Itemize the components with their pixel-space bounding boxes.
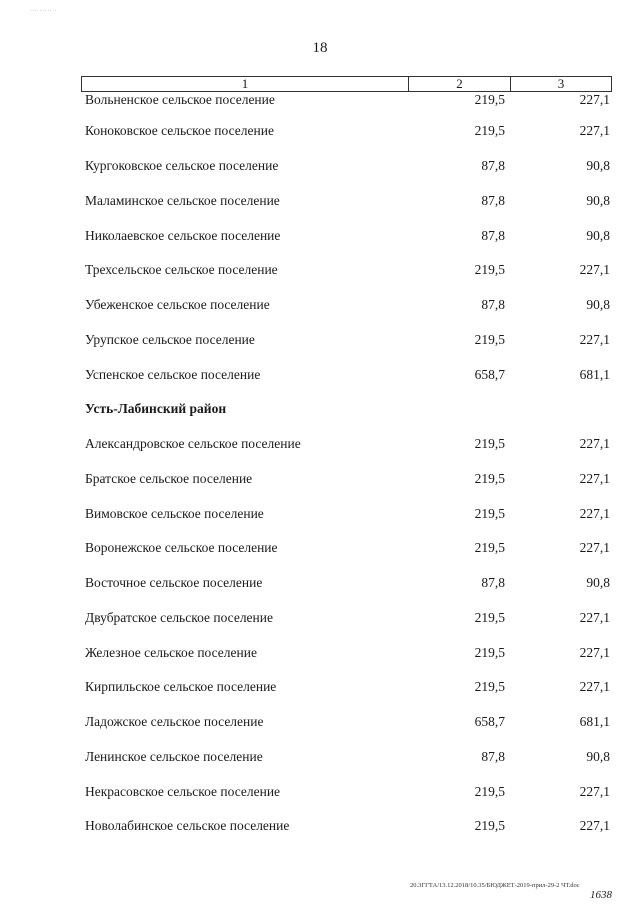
column-2-value: 219,5 xyxy=(474,818,505,834)
settlement-name: Успенское сельское поселение xyxy=(85,366,261,382)
settlement-name: Вимовское сельское поселение xyxy=(85,505,264,521)
column-2-value: 87,8 xyxy=(481,575,505,591)
table-row xyxy=(81,809,612,844)
table-row xyxy=(81,531,612,566)
settlement-name: Некрасовское сельское поселение xyxy=(85,783,281,799)
settlement-name: Александровское сельское поселение xyxy=(85,436,301,452)
district-name: Усть-Лабинский район xyxy=(85,401,227,417)
column-3-value: 90,8 xyxy=(586,158,610,174)
column-3-value: 227,1 xyxy=(579,818,610,834)
table-row xyxy=(81,114,612,149)
column-2-value: 219,5 xyxy=(474,331,505,347)
column-header-2: 2 xyxy=(409,77,511,91)
table-row xyxy=(81,218,612,253)
settlement-name: Коноковское сельское поселение xyxy=(85,123,274,139)
column-3-value: 227,1 xyxy=(579,92,610,107)
table-row xyxy=(81,427,612,462)
column-3-value: 681,1 xyxy=(579,366,610,382)
column-2-value: 87,8 xyxy=(481,227,505,243)
table-row xyxy=(81,92,612,114)
column-3-value: 227,1 xyxy=(579,783,610,799)
column-2-value: 87,8 xyxy=(481,297,505,313)
column-3-value: 227,1 xyxy=(579,470,610,486)
table-row xyxy=(81,670,612,705)
column-3-value: 90,8 xyxy=(586,297,610,313)
table-header-row xyxy=(81,76,612,92)
table-row xyxy=(81,601,612,636)
column-3-value: 227,1 xyxy=(579,540,610,556)
settlement-name: Николаевское сельское поселение xyxy=(85,227,281,243)
settlement-name: Маламинское сельское поселение xyxy=(85,192,280,208)
table-row xyxy=(81,323,612,358)
column-2-value: 219,5 xyxy=(474,262,505,278)
settlement-name: Ладожское сельское поселение xyxy=(85,714,264,730)
sheet-stamp-number: 1638 xyxy=(590,889,612,901)
column-3-value: 227,1 xyxy=(579,505,610,521)
settlement-name: Новолабинское сельское поселение xyxy=(85,818,290,834)
column-3-value: 227,1 xyxy=(579,123,610,139)
table-row xyxy=(81,462,612,497)
column-2-value: 219,5 xyxy=(474,609,505,625)
column-2-value: 219,5 xyxy=(474,470,505,486)
table-row xyxy=(81,740,612,775)
table-row xyxy=(81,253,612,288)
table-row xyxy=(81,566,612,601)
column-2-value: 87,8 xyxy=(481,192,505,208)
table-row xyxy=(81,774,612,809)
column-2-value: 219,5 xyxy=(474,123,505,139)
column-3-value: 227,1 xyxy=(579,679,610,695)
column-2-value: 219,5 xyxy=(474,783,505,799)
column-2-value: 219,5 xyxy=(474,644,505,660)
scan-marks: ... ..... . xyxy=(30,7,58,13)
column-3-value: 227,1 xyxy=(579,609,610,625)
settlement-name: Воронежское сельское поселение xyxy=(85,540,278,556)
settlement-name: Вольненское сельское поселение xyxy=(85,92,275,107)
table-row xyxy=(81,357,612,392)
settlement-name: Убеженское сельское поселение xyxy=(85,297,270,313)
column-2-value: 219,5 xyxy=(474,540,505,556)
table-row xyxy=(81,288,612,323)
column-2-value: 658,7 xyxy=(474,714,505,730)
settlement-name: Двубратское сельское поселение xyxy=(85,609,273,625)
settlement-name: Ленинское сельское поселение xyxy=(85,748,263,764)
column-2-value: 219,5 xyxy=(474,679,505,695)
document-file-code: 20.3ГГТА/13.12.2018/10.35/БЮДЖЕТ-2019-прил-29-2 ЧТ.doc xyxy=(410,882,580,889)
column-2-value: 87,8 xyxy=(481,748,505,764)
settlement-name: Железное сельское поселение xyxy=(85,644,257,660)
column-3-value: 681,1 xyxy=(579,714,610,730)
column-3-value: 90,8 xyxy=(586,227,610,243)
table-row xyxy=(81,149,612,184)
settlement-name: Кургоковское сельское поселение xyxy=(85,158,279,174)
settlement-name: Восточное сельское поселение xyxy=(85,575,263,591)
settlement-name: Трехсельское сельское поселение xyxy=(85,262,278,278)
district-heading-row xyxy=(81,392,612,427)
column-2-value: 87,8 xyxy=(481,158,505,174)
table-row xyxy=(81,496,612,531)
column-3-value: 227,1 xyxy=(579,436,610,452)
column-3-value: 227,1 xyxy=(579,262,610,278)
settlement-name: Братское сельское поселение xyxy=(85,470,253,486)
table-body xyxy=(81,92,612,844)
column-2-value: 219,5 xyxy=(474,436,505,452)
column-2-value: 219,5 xyxy=(474,92,505,107)
column-3-value: 227,1 xyxy=(579,331,610,347)
page-number: 18 xyxy=(312,40,328,56)
column-2-value: 658,7 xyxy=(474,366,505,382)
table-row xyxy=(81,184,612,219)
column-header-3: 3 xyxy=(557,76,565,91)
column-2-value: 219,5 xyxy=(474,505,505,521)
column-3-value: 90,8 xyxy=(586,748,610,764)
table-row xyxy=(81,705,612,740)
table-row xyxy=(81,635,612,670)
column-3-value: 227,1 xyxy=(579,644,610,660)
appropriation-table xyxy=(81,76,612,844)
column-header-1: 1 xyxy=(82,77,409,91)
column-3-value: 90,8 xyxy=(586,575,610,591)
settlement-name: Кирпильское сельское поселение xyxy=(85,679,277,695)
column-3-value: 90,8 xyxy=(586,192,610,208)
settlement-name: Урупское сельское поселение xyxy=(85,331,255,347)
